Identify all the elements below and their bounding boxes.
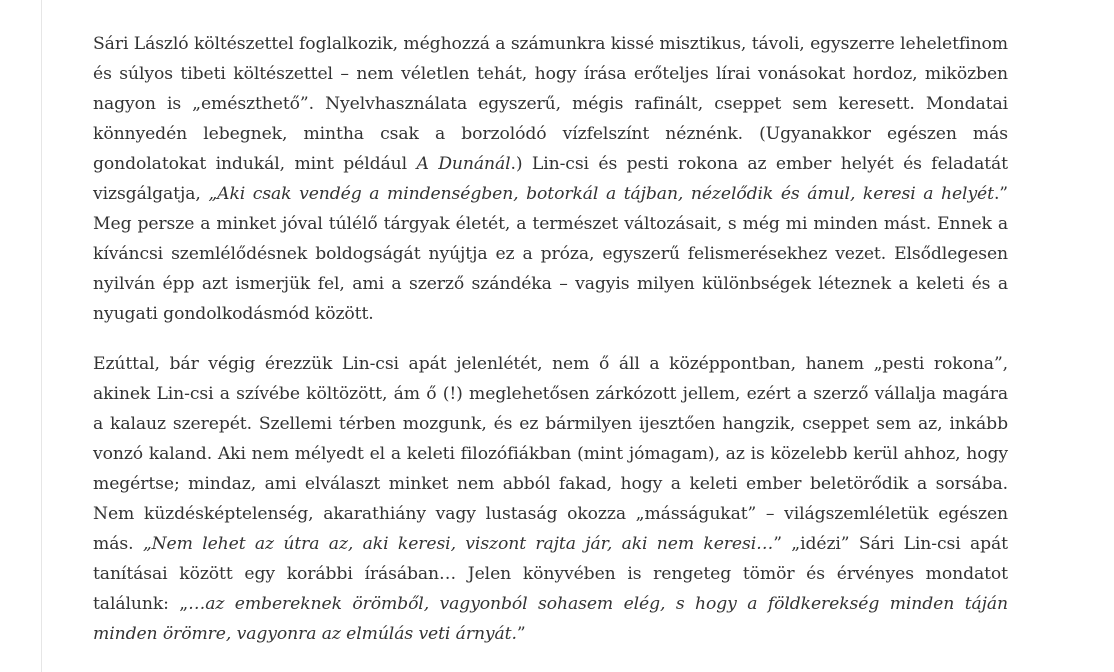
paragraph-1-text-1: Sári László költészettel foglalkozik, méghozzá a számunkra kissé misztikus, távoli, egyszerre leheletfinom és súlyos tibeti költészettel – nem véletlen tehát, hogy írása erőteljes lírai vonásokat hordoz, miközben nagyon is „emészthető”. Nyelvhasználata egyszerű, mégis rafinált, cseppet sem keresett. Mondatai könnyedén lebegnek, mintha csak a borzolódó vízfelszínt néznénk. (Ugyanakkor egészen más gondolatokat indukál, mint például — [93, 34, 1008, 174]
paragraph-2 — [93, 349, 1008, 649]
paragraph-2-text-1: Ezúttal, bár végig érezzük Lin-csi apát jelenlétét, nem ő áll a középpontban, hanem „pesti rokona”, akinek Lin-csi a szívébe költözött, ám ő (!) meglehetősen zárkózott jellem, ezért a szerző vállalja magára a kalauz szerepét. Szellemi térben mozgunk, és ez bármilyen ijesztően hangzik, cseppet sem az, inkább vonzó kaland. Aki nem mélyedt el a keleti filozófiákban (mint jómagam), az is közelebb kerül ahhoz, hogy megértse; mindaz, ami elválaszt minket nem abból fakad, hogy a keleti ember beletörődik a sorsába. Nem küzdésképtelenség, akarathiány vagy lustaság okozza „másságukat” – világszemléletük egészen más. — [93, 354, 1008, 554]
quote-3: …az embereknek örömből, vagyonból sohasem elég, s hogy a földkerekség minden táján minden örömre, vagyonra az elmúlás veti árnyát. — [93, 594, 1008, 644]
quote-1: „Aki csak vendég a mindenségben, botorkál a tájban, nézelődik és ámul, keresi a helyét — [208, 184, 994, 204]
article-body — [93, 29, 1008, 669]
poem-title: A Dunánál — [416, 154, 511, 174]
column-divider — [41, 0, 42, 672]
paragraph-2-text-2: ” „idézi” Sári Lin-csi apát tanításai között egy korábbi írásában… Jelen könyvében is rengeteg tömör és érvényes mondatot találunk: „ — [93, 534, 1008, 614]
paragraph-2-text-3: ” — [516, 624, 526, 644]
paragraph-1-text-3: .” Meg persze a minket jóval túlélő tárgyak életét, a természet változásait, s még mi minden mást. Ennek a kíváncsi szemlélődésnek boldogságát nyújtja ez a próza, egyszerű felismerésekhez vezet. Elsődlegesen nyilván épp azt ismerjük fel, ami a szerző szándéka – vagyis milyen különbségek léteznek a keleti és a nyugati gondolkodásmód között. — [93, 184, 1008, 324]
quote-2: „Nem lehet az útra az, aki keresi, viszont rajta jár, aki nem keresi… — [142, 534, 774, 554]
paragraph-1-text-2: .) Lin-csi és pesti rokona az ember helyét és feladatát vizsgálgatja, — [93, 154, 1008, 204]
paragraph-1 — [93, 29, 1008, 329]
